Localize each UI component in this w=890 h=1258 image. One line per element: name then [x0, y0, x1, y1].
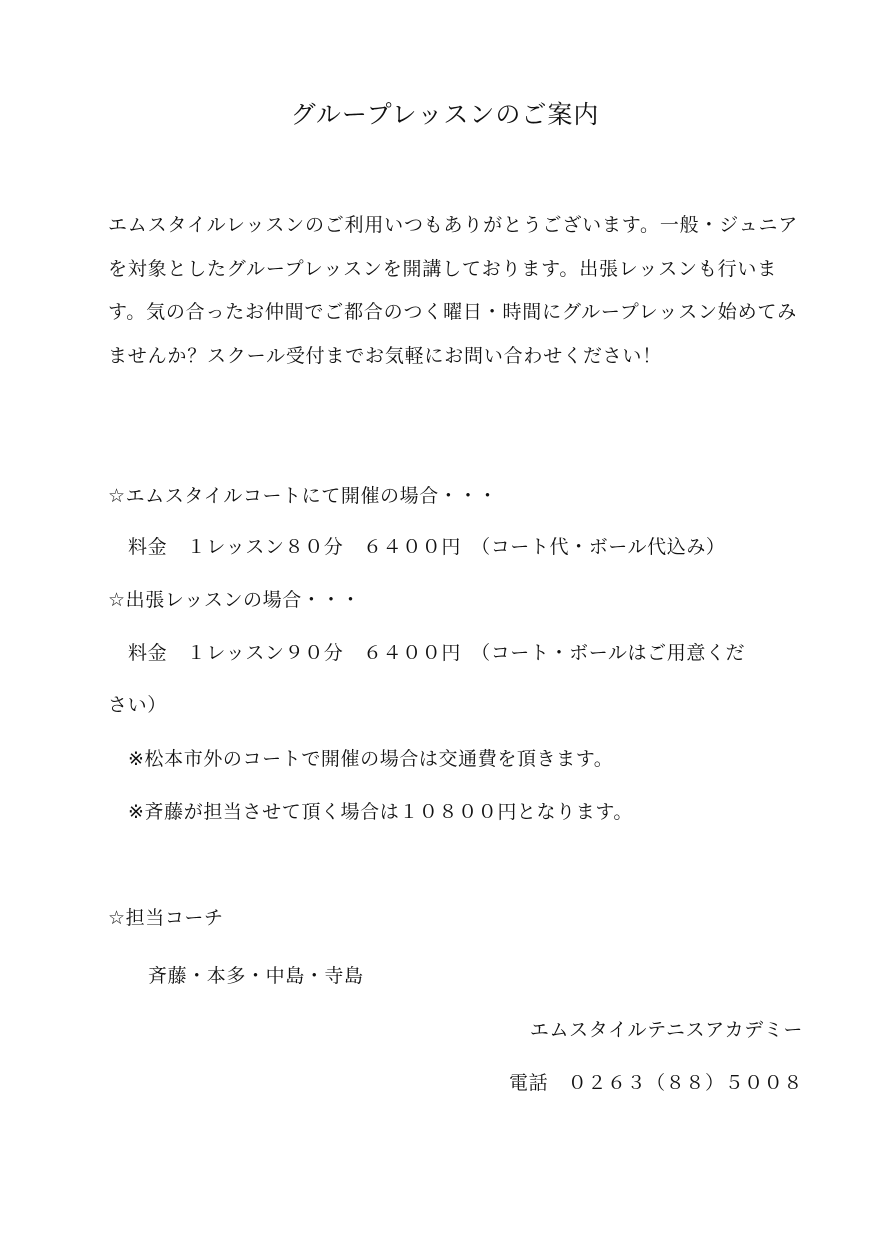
visit-fee-line2: さい）	[108, 694, 167, 716]
coach-heading: ☆担当コーチ	[108, 907, 224, 929]
court-fee: 料金 １レッスン８０分 ６４００円 （コート代・ボール代込み）	[128, 536, 726, 558]
visit-heading: ☆出張レッスンの場合・・・	[108, 589, 361, 611]
phone-number: 電話 ０２６３（８８）５００８	[508, 1072, 803, 1094]
intro-paragraph: エムスタイルレッスンのご利用いつもありがとうございます。一般・ジュニアを対象としたグループレッスンを開講しております。出張レッスンも行います。気の合ったお仲間でご都合のつく曜日・時間にグループレッスン始めてみませんか？スクール受付までお気軽にお問い合わせください！	[108, 214, 799, 367]
coach-names: 斉藤・本多・中島・寺島	[148, 965, 364, 987]
note-saito-fee: ※斉藤が担当させて頂く場合は１０８００円となります。	[128, 801, 634, 823]
page-title: グループレッスンのご案内	[290, 100, 600, 129]
note-outside-city: ※松本市外のコートで開催の場合は交通費を頂きます。	[128, 748, 614, 770]
academy-name: エムスタイルテニスアカデミー	[529, 1019, 803, 1041]
court-heading: ☆エムスタイルコートにて開催の場合・・・	[108, 485, 498, 507]
visit-fee-line1: 料金 １レッスン９０分 ６４００円 （コート・ボールはご用意くだ	[128, 642, 746, 664]
